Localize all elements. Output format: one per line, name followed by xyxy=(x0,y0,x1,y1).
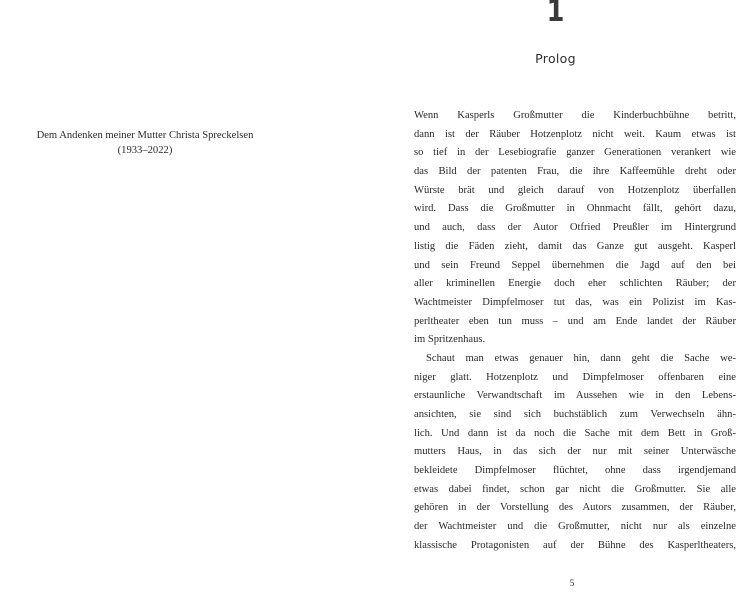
text-line: der Wachtmeister und die Großmutter, nicht nur als einzelne xyxy=(414,521,736,533)
chapter-number: 1 xyxy=(546,0,565,29)
text-line: wird. Dass die Großmutter in Ohnmacht fällt, gehört dazu, xyxy=(414,203,736,215)
dedication-line: Dem Andenken meiner Mutter Christa Spreckelsen xyxy=(36,130,254,141)
text-line: listig die Fäden zieht, damit das Ganze gut ausgeht. Kasperl xyxy=(414,240,736,252)
text-line: ansichten, sie sind sich buchstäblich zum Verwechseln ähn- xyxy=(414,409,736,420)
text-line: mutters Haus, in das sich der nur mit seiner Unterwäsche xyxy=(414,446,736,458)
page-number: 5 xyxy=(569,579,575,589)
text-line: gehören in der Vorstellung des Autors zusammen, der Räuber, xyxy=(414,502,736,514)
text-line: und auch, dass der Autor Otfried Preußler im Hintergrund xyxy=(414,222,736,234)
text-line: klassische Protagonisten auf der Bühne des Kasperltheaters, xyxy=(414,539,736,551)
text-line: im Spritzenhaus. xyxy=(414,334,486,346)
text-line: Schaut man etwas genauer hin, dann geht die Sache we- xyxy=(426,352,736,364)
text-line: erstaunliche Verwandtschaft im Aussehen wie in den Lebens- xyxy=(414,390,736,402)
dedication-dates: (1933–2022) xyxy=(117,145,173,156)
text-line: aller kriminellen Energie doch eher schlichten Räuber; der xyxy=(414,278,736,290)
text-line: perltheater eben tun muss – und am Ende landet der Räuber xyxy=(414,315,736,327)
text-line: etwas dabei findet, schon gar nicht die Großmutter. Sie alle xyxy=(414,483,736,495)
text-line: bekleidete Dimpfelmoser flüchtet, ohne dass irgendjemand xyxy=(414,465,736,477)
text-line: Wachtmeister Dimpfelmoser tut das, was ein Polizist im Kas- xyxy=(414,296,736,308)
text-line: das Bild der patenten Frau, die ihre Kaffeemühle dreht oder xyxy=(414,166,736,178)
text-line: Wenn Kasperls Großmutter die Kinderbuchbühne betritt, xyxy=(414,110,736,121)
text-line: so tief in der Lesebiografie ganzer Generationen verankert wie xyxy=(414,147,736,159)
text-line: niger glatt. Hotzenplotz und Dimpfelmoser offenbaren eine xyxy=(414,371,736,383)
text-line: und sein Freund Seppel übernehmen die Jagd auf den bei xyxy=(414,259,736,271)
text-line: lich. Und dann ist da noch die Sache mit dem Bett in Groß- xyxy=(414,427,736,439)
left-page xyxy=(0,0,370,592)
text-line: dann ist der Räuber Hotzenplotz nicht weit. Kaum etwas ist xyxy=(414,128,736,140)
right-page xyxy=(370,0,741,592)
chapter-title: Prolog xyxy=(535,51,576,66)
body-text xyxy=(414,107,736,556)
dedication xyxy=(0,128,290,158)
text-line: Würste brät und gleich darauf von Hotzenplotz überfallen xyxy=(414,184,736,196)
